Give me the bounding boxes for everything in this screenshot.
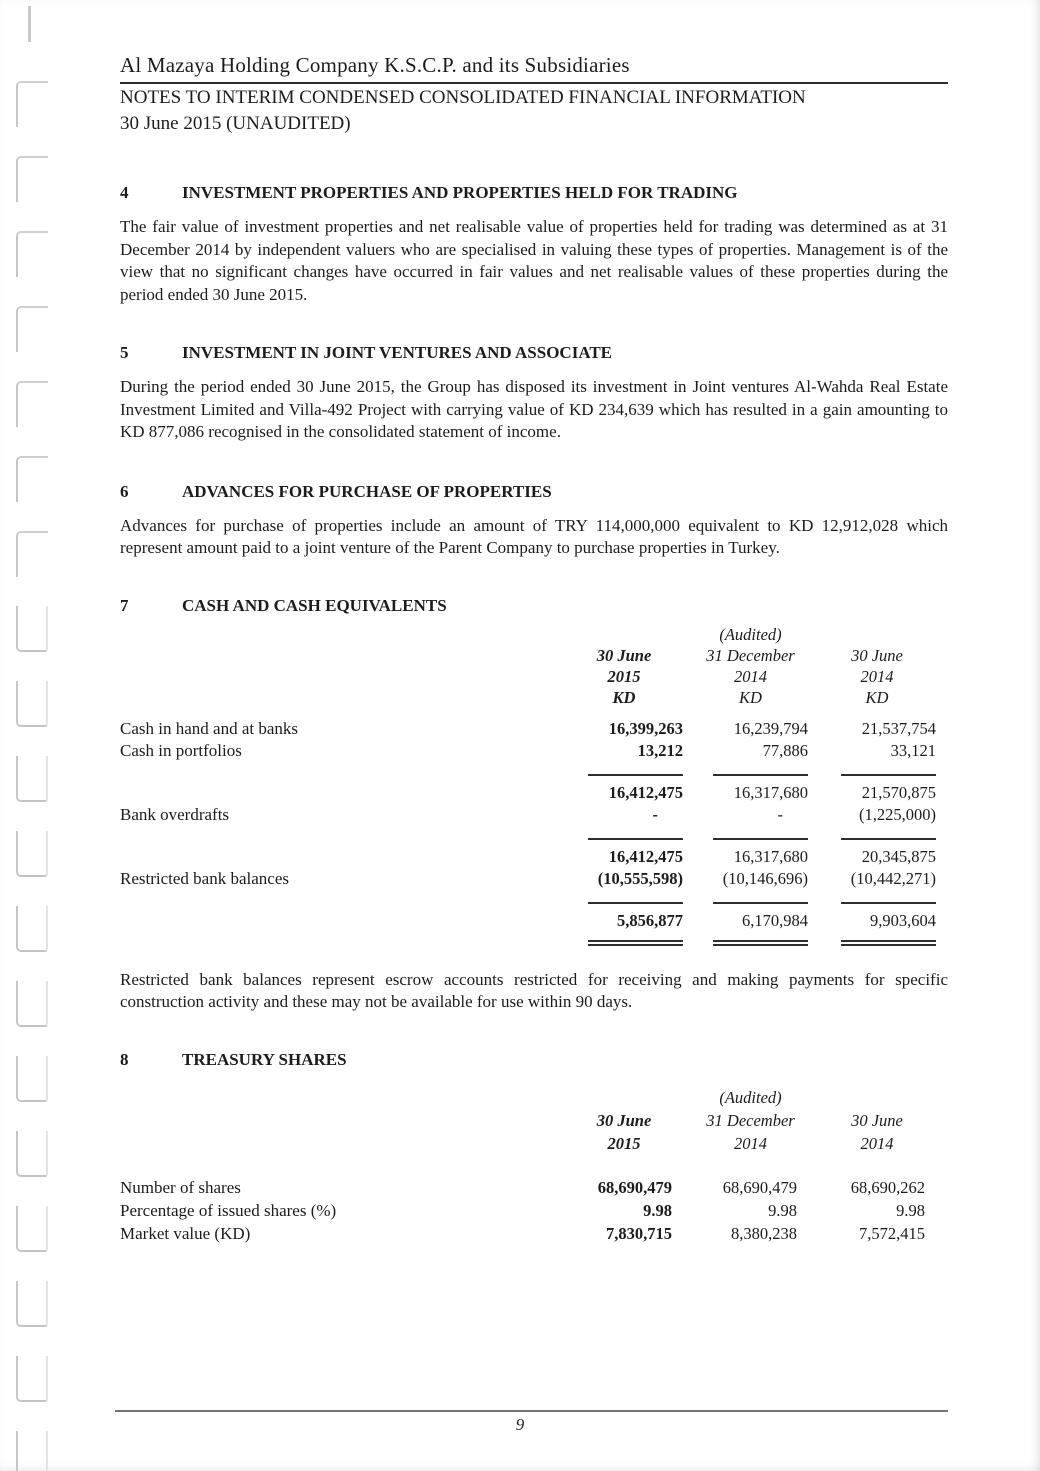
- binding-mark: [16, 1431, 48, 1471]
- row-label: Market value (KD): [120, 1223, 251, 1243]
- binding-mark: [16, 606, 48, 652]
- amount-rule-row: [120, 761, 948, 781]
- section-number: 7: [120, 595, 129, 615]
- document-title: NOTES TO INTERIM CONDENSED CONSOLIDATED FINANCIAL INFORMATION: [120, 87, 806, 108]
- table-column-years: [120, 1132, 948, 1155]
- section-5-paragraph: During the period ended 30 June 2015, the Group has disposed its investment in Joint ventures Al-Wahda Real Estate Investment Limited and Villa-492 Project with carrying value of KD 234,639 which has resulted in a gain amounting to KD 877,086 recognised in the consolidated statement of income.: [120, 377, 948, 441]
- company-name: Al Mazaya Holding Company K.S.C.P. and its Subsidiaries: [120, 53, 630, 77]
- column-header: 2014: [860, 1133, 894, 1153]
- table-row: [120, 781, 948, 803]
- cell-value: -: [777, 804, 783, 824]
- column-header: 2014: [860, 666, 894, 686]
- page-content: [120, 52, 948, 1244]
- table-row: [120, 1175, 948, 1198]
- currency-unit: KD: [612, 687, 636, 707]
- cell-value: -: [652, 804, 658, 824]
- binding-mark: [16, 231, 48, 277]
- row-label: Cash in hand and at banks: [120, 718, 298, 738]
- binding-marks-column: [0, 0, 70, 1471]
- amount-rule: [688, 761, 813, 781]
- column-header: 30 June: [596, 1110, 652, 1130]
- audited-label: (Audited): [719, 624, 782, 644]
- table-audited-row: [120, 624, 948, 645]
- table-column-units: [120, 687, 948, 708]
- cell-value: 9.98: [896, 1200, 925, 1220]
- table-audited-row: [120, 1086, 948, 1109]
- header-rule: [120, 82, 948, 84]
- cell-value: 13,212: [637, 740, 683, 760]
- section-5-heading: [120, 343, 948, 363]
- binding-mark: [28, 6, 31, 42]
- document-date: 30 June 2015 (UNAUDITED): [120, 113, 351, 134]
- section-7-note: Restricted bank balances represent escrow accounts restricted for receiving and making payments for specific construction activity and these may not be available for use within 90 days.: [120, 969, 948, 1011]
- section-4-heading: [120, 183, 948, 203]
- binding-mark: [16, 981, 48, 1027]
- table-row: [120, 717, 948, 739]
- section-4-paragraph: The fair value of investment properties and net realisable value of properties held for trading was determined as at 31 December 2014 by independent valuers who are specialised in valuing these types of properties. Management is of the view that no significant changes have occurred in fair values and net realisable values of these properties during the period ended 30 June 2015.: [120, 217, 948, 304]
- cell-value: 16,399,263: [608, 718, 683, 738]
- column-header: 30 June: [596, 645, 652, 665]
- cell-value: 68,690,262: [850, 1177, 925, 1197]
- section-title: ADVANCES FOR PURCHASE OF PROPERTIES: [182, 481, 552, 501]
- cell-value: 68,690,479: [722, 1177, 797, 1197]
- cell-value: 9.98: [768, 1200, 797, 1220]
- cell-value: 33,121: [890, 740, 936, 760]
- section-title: TREASURY SHARES: [182, 1049, 347, 1069]
- table-row: [120, 909, 948, 931]
- amount-rule: [688, 825, 813, 845]
- binding-mark: [16, 1356, 48, 1402]
- cell-value: 16,317,680: [733, 846, 808, 866]
- column-header: 30 June: [851, 645, 903, 665]
- audited-label: (Audited): [719, 1087, 782, 1107]
- cell-value: 8,380,238: [731, 1223, 797, 1243]
- page-number: 9: [515, 1415, 525, 1434]
- section-number: 8: [120, 1049, 129, 1069]
- row-label: Restricted bank balances: [120, 868, 289, 888]
- cell-value: 9.98: [643, 1200, 672, 1220]
- cell-value: (10,442,271): [850, 868, 936, 888]
- column-header: 31 December: [706, 1110, 795, 1130]
- cell-value: 21,570,875: [861, 782, 936, 802]
- amount-rule-row: [120, 889, 948, 909]
- section-6-paragraph: Advances for purchase of properties include an amount of TRY 114,000,000 equivalent to KD 12,912,028 which represent amount paid to a joint venture of the Parent Company to purchase properties in Turkey.: [120, 515, 948, 557]
- binding-mark: [16, 831, 48, 877]
- currency-unit: KD: [865, 687, 889, 707]
- table-row: [120, 867, 948, 889]
- amount-rule: [560, 889, 688, 909]
- cell-value: 16,412,475: [608, 782, 683, 802]
- table-row: [120, 803, 948, 825]
- amount-rule-row: [120, 931, 948, 951]
- table-column-years: [120, 666, 948, 687]
- binding-mark: [16, 381, 48, 427]
- cash-equivalents-table: [120, 624, 948, 951]
- column-header: 2015: [607, 1133, 641, 1153]
- row-label: Cash in portfolios: [120, 740, 242, 760]
- table-row: [120, 739, 948, 761]
- section-title: INVESTMENT IN JOINT VENTURES AND ASSOCIATE: [182, 343, 613, 362]
- binding-mark: [16, 681, 48, 727]
- cell-value: 77,886: [762, 740, 808, 760]
- table-row: [120, 845, 948, 867]
- table-column-dates: [120, 645, 948, 666]
- cell-value: 6,170,984: [742, 910, 808, 930]
- binding-mark: [16, 1206, 48, 1252]
- binding-mark: [16, 1281, 48, 1327]
- cell-value: 21,537,754: [861, 718, 936, 738]
- section-8-heading: [120, 1050, 948, 1070]
- binding-mark: [16, 1056, 48, 1102]
- column-header: 30 June: [851, 1110, 903, 1130]
- amount-rule: [688, 889, 813, 909]
- table-row: [120, 1198, 948, 1221]
- cell-value: 68,690,479: [597, 1177, 672, 1197]
- cell-value: (10,146,696): [722, 868, 808, 888]
- binding-mark: [16, 531, 48, 577]
- binding-mark: [16, 906, 48, 952]
- column-header: 2015: [607, 666, 641, 686]
- cell-value: (10,555,598): [597, 868, 683, 888]
- amount-rule: [688, 931, 813, 951]
- binding-mark: [16, 156, 48, 202]
- section-7-heading: [120, 596, 948, 616]
- section-number: 6: [120, 481, 129, 501]
- cell-value: 16,412,475: [608, 846, 683, 866]
- cell-value: 7,830,715: [606, 1223, 672, 1243]
- row-label: Number of shares: [120, 1177, 241, 1197]
- section-number: 5: [120, 343, 129, 362]
- cell-value: 5,856,877: [617, 910, 683, 930]
- column-header: 31 December: [706, 645, 795, 665]
- amount-rule-row: [120, 825, 948, 845]
- amount-rule: [813, 825, 941, 845]
- binding-mark: [16, 1131, 48, 1177]
- section-6-heading: [120, 482, 948, 502]
- column-header: 2014: [734, 1133, 767, 1153]
- column-header: 2014: [734, 666, 767, 686]
- row-label: Bank overdrafts: [120, 804, 230, 824]
- currency-unit: KD: [739, 687, 762, 707]
- cell-value: (1,225,000): [859, 804, 936, 824]
- binding-mark: [16, 81, 48, 127]
- cell-value: 16,317,680: [733, 782, 808, 802]
- section-title: INVESTMENT PROPERTIES AND PROPERTIES HELD FOR TRADING: [182, 183, 738, 202]
- footer-rule: [115, 1410, 948, 1412]
- table-column-dates: [120, 1109, 948, 1132]
- section-title: CASH AND CASH EQUIVALENTS: [182, 595, 447, 615]
- treasury-shares-table: [120, 1086, 948, 1244]
- binding-mark: [16, 456, 48, 502]
- cell-value: 7,572,415: [859, 1223, 925, 1243]
- row-label: Percentage of issued shares (%): [120, 1200, 337, 1220]
- amount-rule: [560, 931, 688, 951]
- amount-rule: [813, 761, 941, 781]
- section-number: 4: [120, 183, 129, 202]
- cell-value: 16,239,794: [733, 718, 808, 738]
- cell-value: 9,903,604: [870, 910, 936, 930]
- binding-mark: [16, 756, 48, 802]
- amount-rule: [813, 889, 941, 909]
- amount-rule: [813, 931, 941, 951]
- binding-mark: [16, 306, 48, 352]
- cell-value: 20,345,875: [861, 846, 936, 866]
- table-row: [120, 1221, 948, 1244]
- amount-rule: [560, 825, 688, 845]
- amount-rule: [560, 761, 688, 781]
